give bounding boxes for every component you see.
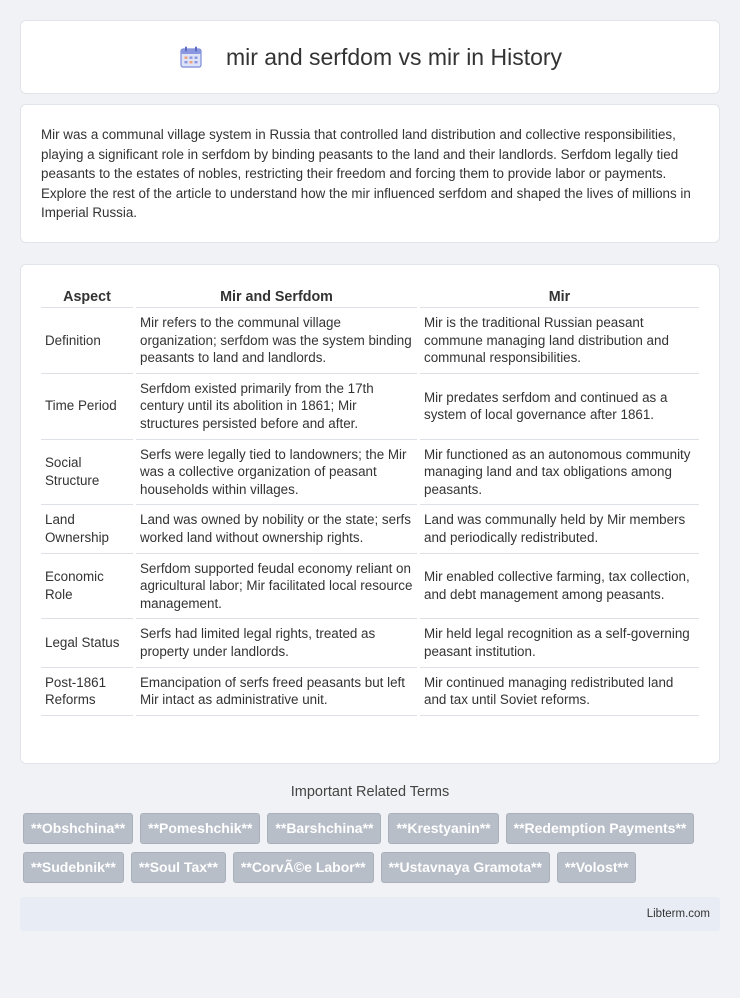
table-cell-aspect: Time Period — [41, 374, 133, 440]
table-cell-aspect: Social Structure — [41, 440, 133, 506]
related-terms-title: Important Related Terms — [290, 784, 450, 800]
intro-text: Mir was a communal village system in Russia that controlled land distribution and collective responsibilities, playing a significant role in serfdom by binding peasants to the land and their landlords. Serfdom legally tied peasants to the estates of nobles, restricting their freedom and forcing them to provide labor or payments. Explore the rest of the article to understand how the mir influenced serfdom and shaped the lives of millions in Imperial Russia. — [41, 127, 691, 221]
table-cell-mir: Mir continued managing redistributed land and tax until Soviet reforms. — [420, 668, 699, 716]
table-cell-mir: Mir functioned as an autonomous community managing land and tax obligations among peasants. — [420, 440, 699, 506]
table-cell-mir-and-serfdom: Serfs were legally tied to landowners; the Mir was a collective organization of peasant households within villages. — [136, 440, 417, 506]
footer-brand-link[interactable]: Libterm.com — [646, 908, 710, 920]
table-cell-mir-and-serfdom: Serfdom supported feudal economy reliant on agricultural labor; Mir facilitated local resource management. — [136, 554, 417, 620]
comparison-table — [38, 285, 702, 716]
term-tag[interactable]: **Obshchina** — [23, 813, 133, 844]
table-row — [41, 619, 699, 667]
table-row — [41, 374, 699, 440]
table-cell-aspect: Land Ownership — [41, 505, 133, 553]
term-tag[interactable]: **Pomeshchik** — [140, 813, 260, 844]
column-header-mir-and-serfdom: Mir and Serfdom — [136, 285, 417, 308]
term-tag[interactable]: **Soul Tax** — [131, 852, 226, 883]
table-row — [41, 554, 699, 620]
page-title: mir and serfdom vs mir in History — [225, 43, 563, 70]
comparison-table-card — [20, 264, 720, 764]
table-row — [41, 505, 699, 553]
table-cell-mir: Mir predates serfdom and continued as a system of local governance after 1861. — [420, 374, 699, 440]
table-cell-mir: Mir enabled collective farming, tax collection, and debt management among peasants. — [420, 554, 699, 620]
term-tag[interactable]: **CorvÃ©e Labor** — [233, 852, 374, 883]
table-row — [41, 440, 699, 506]
table-cell-mir-and-serfdom: Mir refers to the communal village organization; serfdom was the system binding peasants to land and landlords. — [136, 308, 417, 374]
table-cell-aspect: Economic Role — [41, 554, 133, 620]
table-cell-mir: Mir is the traditional Russian peasant commune managing land distribution and communal responsibilities. — [420, 308, 699, 374]
term-tag[interactable]: **Sudebnik** — [23, 852, 124, 883]
page-header — [20, 20, 720, 94]
table-cell-mir-and-serfdom: Serfs had limited legal rights, treated as property under landlords. — [136, 619, 417, 667]
column-header-mir: Mir — [420, 285, 699, 308]
table-header-row — [41, 285, 699, 308]
table-cell-mir-and-serfdom: Serfdom existed primarily from the 17th century until its abolition in 1861; Mir structures persisted before and after. — [136, 374, 417, 440]
term-tag[interactable]: **Ustavnaya Gramota** — [381, 852, 550, 883]
column-header-aspect: Aspect — [41, 285, 133, 308]
table-row — [41, 668, 699, 716]
table-cell-mir-and-serfdom: Emancipation of serfs freed peasants but left Mir intact as administrative unit. — [136, 668, 417, 716]
page-footer — [20, 897, 720, 931]
table-cell-mir: Mir held legal recognition as a self-governing peasant institution. — [420, 619, 699, 667]
related-terms-list — [20, 813, 720, 883]
term-tag[interactable]: **Barshchina** — [267, 813, 381, 844]
table-cell-aspect: Post-1861 Reforms — [41, 668, 133, 716]
table-cell-aspect: Definition — [41, 308, 133, 374]
intro-section — [20, 104, 720, 243]
term-tag[interactable]: **Redemption Payments** — [506, 813, 695, 844]
term-tag[interactable]: **Krestyanin** — [388, 813, 498, 844]
table-cell-aspect: Legal Status — [41, 619, 133, 667]
related-terms-section — [20, 784, 720, 883]
table-cell-mir: Land was communally held by Mir members and periodically redistributed. — [420, 505, 699, 553]
calendar-icon — [178, 44, 204, 70]
table-row — [41, 308, 699, 374]
table-cell-mir-and-serfdom: Land was owned by nobility or the state; serfs worked land without ownership rights. — [136, 505, 417, 553]
term-tag[interactable]: **Volost** — [557, 852, 637, 883]
